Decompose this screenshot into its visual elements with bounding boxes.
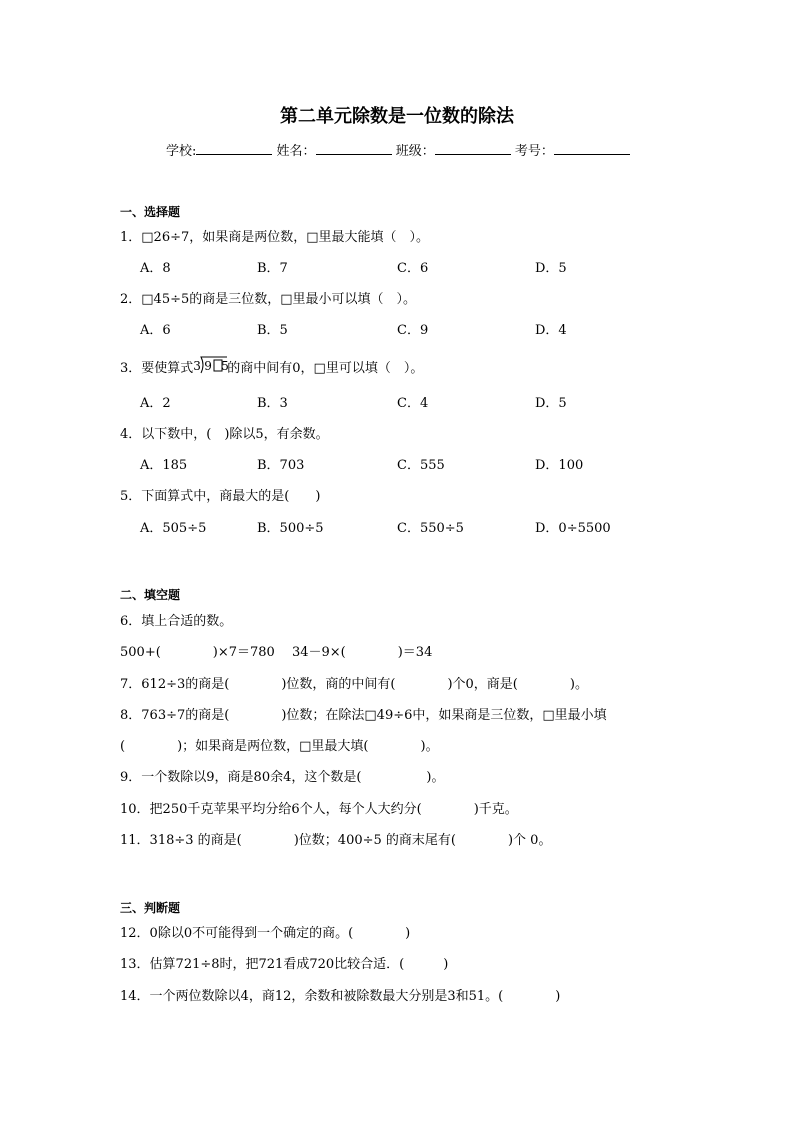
q4-option-b[interactable]: B．703 — [257, 458, 305, 473]
question-6-equations: 500+( )×7＝780 34－9×( )＝34 — [120, 645, 433, 660]
long-division-expression — [193, 358, 227, 374]
q2-option-d[interactable]: D．4 — [535, 323, 567, 338]
q5-option-d[interactable]: D．0÷5500 — [535, 521, 611, 536]
q3-option-b[interactable]: B．3 — [257, 396, 288, 411]
question-11: 11．318÷3 的商是( )位数；400÷5 的商末尾有( )个 0。 — [120, 833, 552, 848]
q1-option-a[interactable]: A．8 — [140, 261, 171, 276]
section-heading-fill: 二、填空题 — [120, 588, 181, 602]
question-5: 5．下面算式中，商最大的是( ) — [120, 489, 321, 504]
q3-option-c[interactable]: C．4 — [397, 396, 429, 411]
q2-option-b[interactable]: B．5 — [257, 323, 288, 338]
question-12: 12．0除以0不可能得到一个确定的商。( ) — [120, 926, 411, 941]
question-2: 2．□45÷5的商是三位数，□里最小可以填（ ）。 — [120, 292, 417, 307]
divisor: 3 — [193, 359, 201, 373]
q4-option-d[interactable]: D．100 — [535, 458, 584, 473]
q1-option-d[interactable]: D．5 — [535, 261, 567, 276]
q1-option-c[interactable]: C．6 — [397, 261, 429, 276]
question-13: 13．估算721÷8时，把721看成720比较合适．( ) — [120, 957, 449, 972]
question-8-line-2: ( )；如果商是两位数，□里最大填( )。 — [120, 739, 439, 754]
dividend-digit-1: 9 — [204, 359, 212, 373]
q4-option-a[interactable]: A．185 — [140, 458, 188, 473]
name-label: 姓名： — [276, 144, 316, 159]
section-heading-judge: 三、判断题 — [120, 901, 181, 915]
name-blank[interactable] — [316, 140, 392, 155]
question-6: 6．填上合适的数。 — [120, 614, 233, 629]
q5-option-c[interactable]: C．550÷5 — [397, 521, 464, 536]
school-label: 学校: — [166, 144, 197, 159]
question-10: 10．把250千克苹果平均分给6个人，每个人大约分( )千克。 — [120, 802, 518, 817]
question-8-line-1: 8．763÷7的商是( )位数；在除法□49÷6中，如果商是三位数，□里最小填 — [120, 708, 607, 723]
q3-prefix: 3．要使算式 — [120, 361, 194, 376]
school-blank[interactable] — [196, 140, 272, 155]
question-7: 7．612÷3的商是( )位数，商的中间有( )个0，商是( )。 — [120, 677, 588, 692]
q1-option-b[interactable]: B．7 — [257, 261, 288, 276]
dividend-digit-3: 5 — [221, 359, 229, 373]
q3-option-a[interactable]: A．2 — [140, 396, 171, 411]
question-14: 14．一个两位数除以4，商12，余数和被除数最大分别是3和51。( ) — [120, 989, 561, 1004]
q2-option-c[interactable]: C．9 — [397, 323, 429, 338]
q2-option-a[interactable]: A．6 — [140, 323, 171, 338]
q3-option-d[interactable]: D．5 — [535, 396, 567, 411]
question-1: 1．□26÷7，如果商是两位数，□里最大能填（ ）。 — [120, 230, 430, 245]
question-9: 9．一个数除以9，商是80余4，这个数是( )。 — [120, 770, 445, 785]
q5-option-a[interactable]: A．505÷5 — [140, 521, 207, 536]
student-info-line — [166, 140, 630, 160]
q4-option-c[interactable]: C．555 — [397, 458, 445, 473]
q3-suffix: 的商中间有0，□里可以填（ ）。 — [227, 361, 424, 376]
class-blank[interactable] — [435, 140, 511, 155]
question-3 — [120, 358, 423, 377]
page-title: 第二单元除数是一位数的除法 — [280, 106, 514, 127]
question-4: 4．以下数中，( )除以5，有余数。 — [120, 427, 329, 442]
section-heading-choice: 一、选择题 — [120, 205, 181, 219]
exam-no-label: 考号： — [514, 144, 554, 159]
q5-option-b[interactable]: B．500÷5 — [257, 521, 324, 536]
class-label: 班级： — [395, 144, 435, 159]
exam-no-blank[interactable] — [554, 140, 630, 155]
